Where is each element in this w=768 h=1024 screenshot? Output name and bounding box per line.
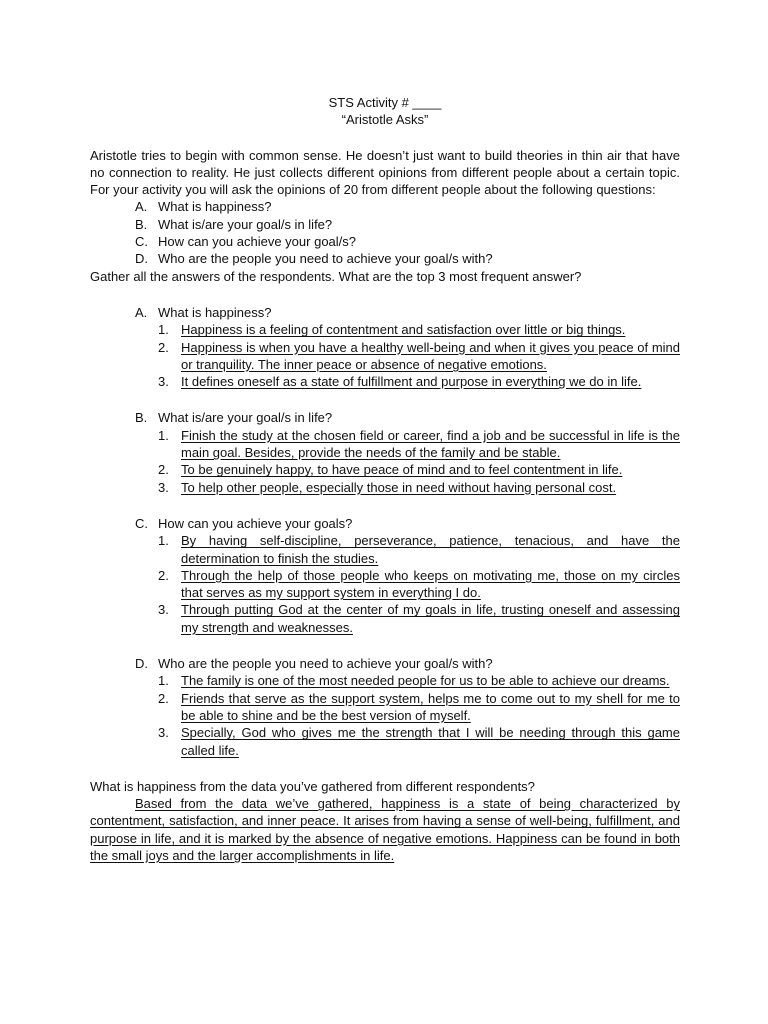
answer-item (90, 461, 680, 478)
answer-number: 1. (158, 427, 169, 443)
intro-paragraph: Aristotle tries to begin with common sense. He doesn’t just want to build theories in thin air that have no connection to reality. He just collects different opinions from different people about a certain topic. For your activity you will ask the opinions of 20 from different people about the following questions: (90, 147, 680, 198)
activity-title: STS Activity # ____ (328, 95, 442, 110)
answer-list (90, 672, 680, 758)
section-heading (90, 409, 680, 426)
answer-text: By having self-discipline, perseverance, patience, tenacious, and have the determination to finish the studies. (181, 533, 680, 566)
closing-answer-text: Based from the data we’ve gathered, happiness is a state of being characterized by contentment, satisfaction, and inner peace. It arises from having a sense of well-being, fulfillment, and purpose in life, and it is marked by the absence of negative emotions. Happiness can be found in both the small joys and the larger accomplishments in life. (90, 796, 680, 863)
section-letter: A. (135, 304, 148, 320)
closing-question: What is happiness from the data you’ve gathered from different respondents? (90, 778, 535, 794)
answer-list (90, 427, 680, 496)
answer-number: 1. (158, 533, 169, 549)
answer-item (90, 373, 680, 390)
answer-text: Through putting God at the center of my goals in life, trusting oneself and assessing my strength and weaknesses. (181, 602, 680, 635)
answer-number: 2. (158, 339, 169, 355)
question-letter: A. (135, 199, 148, 215)
answer-item (90, 532, 680, 567)
question-list (90, 198, 680, 267)
answer-item (90, 321, 680, 338)
question-text: What is happiness? (158, 199, 272, 215)
answer-number: 2. (158, 462, 169, 478)
section-c (90, 515, 680, 636)
gather-prompt: Gather all the answers of the respondents. What are the top 3 most frequent answer? (90, 268, 582, 284)
answer-text: Specially, God who gives me the strength that I will be needing through this game called life. (181, 725, 680, 758)
answer-text: Friends that serve as the support system, helps me to come out to my shell for me to be able to shine and be the best version of myself. (181, 690, 680, 723)
answer-text: Happiness is when you have a healthy well-being and when it gives you peace of mind or tranquility. The inner peace or absence of negative emotions. (181, 339, 680, 372)
answer-item (90, 672, 680, 689)
section-a (90, 304, 680, 390)
answer-text: The family is one of the most needed people for us to be able to achieve our dreams. (181, 673, 670, 689)
section-b (90, 409, 680, 495)
answer-number: 3. (158, 725, 169, 741)
section-question: What is happiness? (158, 304, 272, 320)
question-letter: D. (135, 251, 148, 267)
section-letter: D. (135, 656, 148, 672)
question-letter: B. (135, 216, 148, 232)
answer-text: To be genuinely happy, to have peace of mind and to feel contentment in life. (181, 462, 623, 478)
answer-list (90, 532, 680, 636)
answer-number: 3. (158, 602, 169, 618)
question-letter: C. (135, 234, 148, 250)
section-question: Who are the people you need to achieve your goal/s with? (158, 656, 493, 672)
question-item (90, 250, 680, 267)
answer-item (90, 339, 680, 374)
answer-number: 1. (158, 673, 169, 689)
section-question: What is/are your goal/s in life? (158, 410, 333, 426)
question-text: What is/are your goal/s in life? (158, 216, 333, 232)
answer-text: It defines oneself as a state of fulfillment and purpose in everything we do in life. (181, 374, 642, 390)
answer-item (90, 567, 680, 602)
answer-item (90, 427, 680, 462)
answer-text: Finish the study at the chosen field or career, find a job and be successful in life is the main goal. Besides, provide the needs of the family and be stable. (181, 427, 680, 461)
question-item (90, 233, 680, 250)
section-question: How can you achieve your goals? (158, 515, 353, 531)
document-page (90, 94, 680, 864)
section-heading (90, 304, 680, 321)
answer-text: Happiness is a feeling of contentment and satisfaction over little or big things. (181, 322, 626, 338)
closing-answer-paragraph (90, 795, 680, 864)
answer-list (90, 321, 680, 390)
answer-text: To help other people, especially those in need without having personal cost. (181, 479, 617, 495)
section-heading (90, 515, 680, 532)
question-text: Who are the people you need to achieve your goal/s with? (158, 251, 493, 267)
answer-item (90, 479, 680, 496)
answer-number: 1. (158, 322, 169, 338)
section-letter: B. (135, 410, 148, 426)
answer-item (90, 724, 680, 759)
question-item (90, 198, 680, 215)
question-text: How can you achieve your goal/s? (158, 234, 357, 250)
section-d (90, 655, 680, 759)
activity-subtitle: “Aristotle Asks” (341, 112, 429, 128)
section-letter: C. (135, 515, 148, 531)
answer-item (90, 601, 680, 636)
answer-number: 2. (158, 567, 169, 583)
section-heading (90, 655, 680, 672)
answer-text: Through the help of those people who keeps on motivating me, those on my circles that serves as my support system in everything I do. (181, 567, 680, 601)
answer-item (90, 690, 680, 725)
answer-number: 2. (158, 690, 169, 706)
answer-number: 3. (158, 479, 169, 495)
answer-number: 3. (158, 374, 169, 390)
question-item (90, 216, 680, 233)
